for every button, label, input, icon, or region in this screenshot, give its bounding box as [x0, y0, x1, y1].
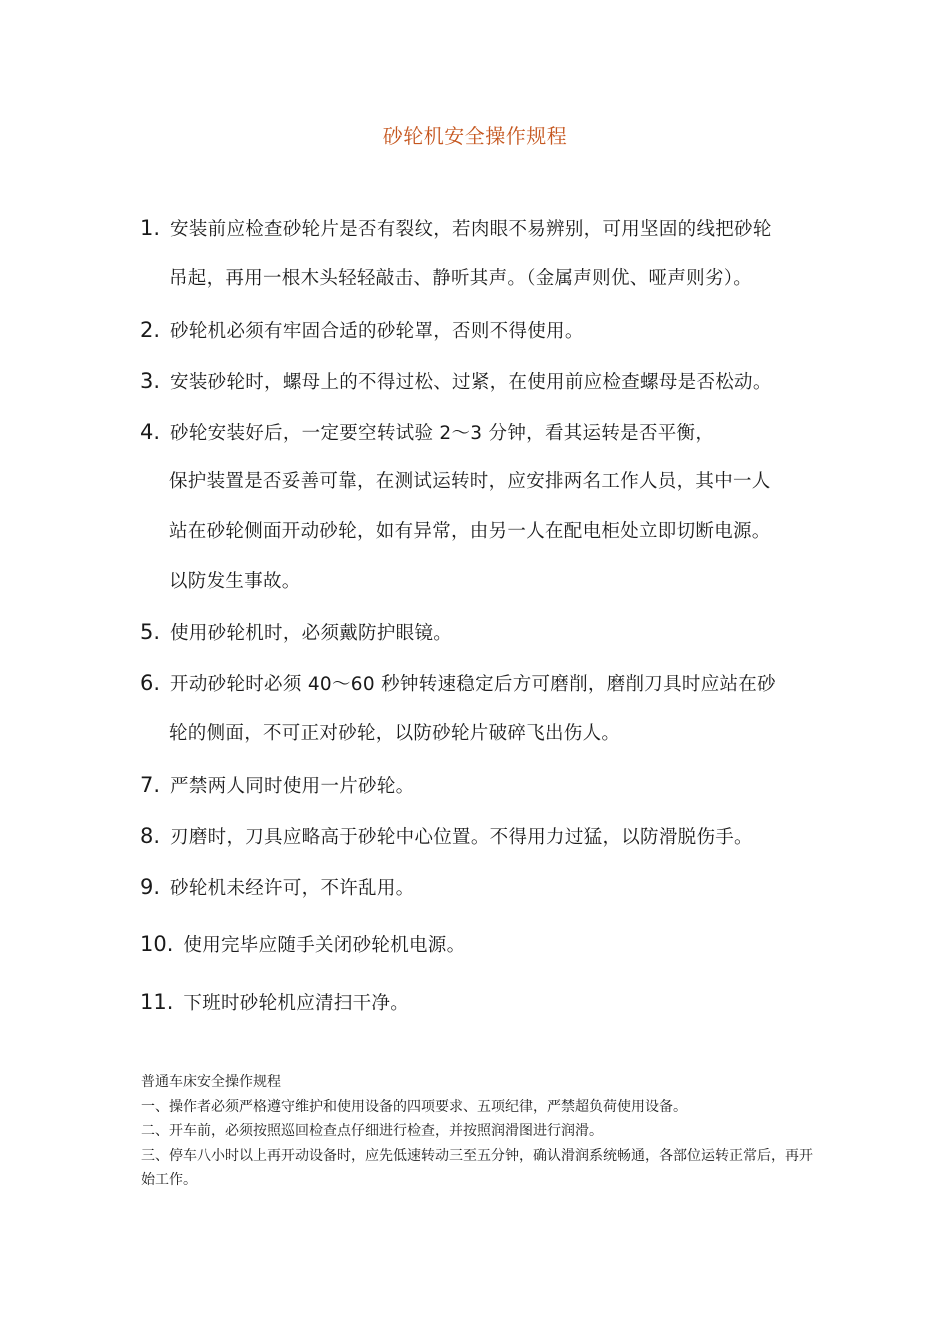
rule-11-text: 下班时砂轮机应清扫干净。 — [183, 993, 410, 1014]
rule-7-text: 严禁两人同时使用一片砂轮。 — [170, 776, 415, 797]
lathe-rule-item-1: 一、操作者必须严格遵守维护和使用设备的四项要求、五项纪律，严禁超负荷使用设备。 — [141, 1098, 687, 1115]
rule-7-number: 7. — [140, 773, 161, 797]
rule-9-text: 砂轮机未经许可，不许乱用。 — [170, 878, 415, 899]
rule-3-number: 3. — [140, 369, 161, 393]
rule-4-line-4: 以防发生事故。 — [169, 571, 301, 592]
rule-10-text: 使用完毕应随手关闭砂轮机电源。 — [183, 935, 466, 956]
rule-4-line-3: 站在砂轮侧面开动砂轮，如有异常，由另一人在配电柜处立即切断电源。 — [169, 521, 771, 542]
rule-4-number: 4. — [140, 420, 161, 444]
rule-8-text: 刃磨时，刀具应略高于砂轮中心位置。不得用力过猛，以防滑脱伤手。 — [170, 827, 753, 848]
rule-1-number: 1. — [140, 216, 161, 240]
rule-4-line-1 — [140, 418, 714, 448]
rule-2-text: 砂轮机必须有牢固合适的砂轮罩，否则不得使用。 — [170, 321, 584, 342]
rule-9-line-1 — [140, 873, 414, 903]
rule-6-line-1 — [140, 669, 776, 699]
lathe-rules-section — [141, 1070, 831, 1193]
rule-6-text: 开动砂轮时必须 40〜60 秒钟转速稳定后方可磨削，磨削刀具时应站在砂 — [170, 674, 776, 695]
rule-10-line-1 — [140, 930, 465, 960]
rule-11-line-1 — [140, 988, 409, 1018]
rule-3-line-1 — [140, 367, 772, 397]
rule-5-line-1 — [140, 618, 452, 648]
document-title: 砂轮机安全操作规程 — [382, 124, 568, 148]
rule-6-number: 6. — [140, 671, 161, 695]
rule-4-text: 砂轮安装好后，一定要空转试验 2〜3 分钟，看其运转是否平衡， — [170, 423, 715, 444]
rule-8-number: 8. — [140, 824, 161, 848]
rule-2-line-1 — [140, 316, 584, 346]
rule-4-line-2: 保护装置是否妥善可靠，在测试运转时，应安排两名工作人员，其中一人 — [169, 471, 771, 492]
rule-11-number: 11. — [140, 990, 174, 1014]
rule-6-line-2: 轮的侧面，不可正对砂轮，以防砂轮片破碎飞出伤人。 — [169, 723, 621, 744]
lathe-rule-item-2: 二、开车前，必须按照巡回检查点仔细进行检查，并按照润滑图进行润滑。 — [141, 1123, 603, 1139]
rule-2-number: 2. — [140, 318, 161, 342]
lathe-rules-title: 普通车床安全操作规程 — [141, 1074, 281, 1090]
rule-1-line-1 — [140, 214, 772, 244]
rule-8-line-1 — [140, 822, 753, 852]
rule-10-number: 10. — [140, 932, 174, 956]
rule-7-line-1 — [140, 771, 414, 801]
rule-1-text: 安装前应检查砂轮片是否有裂纹，若肉眼不易辨别，可用坚固的线把砂轮 — [170, 219, 772, 240]
rule-5-text: 使用砂轮机时，必须戴防护眼镜。 — [170, 623, 453, 644]
rule-5-number: 5. — [140, 620, 161, 644]
rule-1-line-2: 吊起，再用一根木头轻轻敲击、静听其声。（金属声则优、哑声则劣）。 — [169, 268, 753, 289]
rule-9-number: 9. — [140, 875, 161, 899]
rule-3-text: 安装砂轮时，螺母上的不得过松、过紧，在使用前应检查螺母是否松动。 — [170, 372, 772, 393]
lathe-rule-item-3: 三、停车八小时以上再开动设备时，应先低速转动三至五分钟，确认滑润系统畅通，各部位运转正常后，再开始工作。 — [141, 1147, 813, 1188]
